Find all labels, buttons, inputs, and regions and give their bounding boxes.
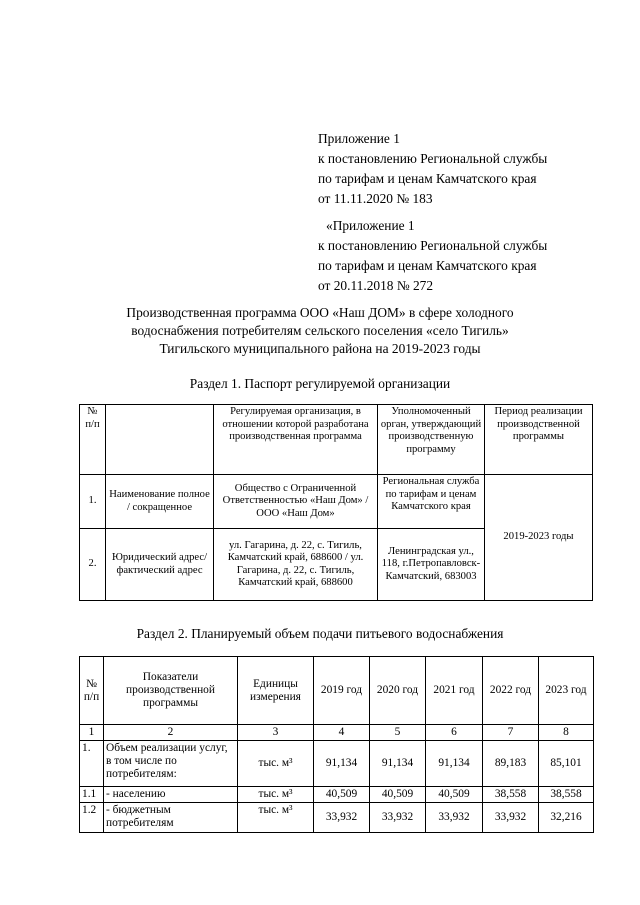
column-number: 4 <box>314 725 370 741</box>
value-cell: 33,932 <box>483 803 539 833</box>
value-cell: 38,558 <box>539 787 594 803</box>
header-cell: Регулируемая организация, в отношении которой разработана производственная программа <box>214 405 378 475</box>
column-number: 1 <box>80 725 104 741</box>
value-cell: 33,932 <box>370 803 426 833</box>
header-cell: Единицы измерения <box>238 657 314 725</box>
indicator-label: - бюджетным потребителям <box>104 803 238 833</box>
table-row <box>80 741 594 787</box>
value-cell: 91,134 <box>370 741 426 787</box>
appendix-line: по тарифам и ценам Камчатского края <box>318 171 537 186</box>
column-number-row <box>80 725 594 741</box>
value-cell: 85,101 <box>539 741 594 787</box>
value-cell: 89,183 <box>483 741 539 787</box>
value-cell: 33,932 <box>314 803 370 833</box>
year-header: 2023 год <box>539 657 594 725</box>
column-number: 6 <box>426 725 483 741</box>
value-cell: 91,134 <box>314 741 370 787</box>
appendix-header-original <box>318 216 547 296</box>
appendix-line: к постановлению Региональной службы <box>318 151 548 166</box>
appendix-header-current <box>318 129 547 209</box>
table-header-row <box>80 405 593 475</box>
organization-passport-table <box>79 404 593 601</box>
table-header-row <box>80 657 594 725</box>
column-number: 5 <box>370 725 426 741</box>
appendix-line: по тарифам и ценам Камчатского края <box>318 258 537 273</box>
year-header: 2022 год <box>483 657 539 725</box>
section-2-title: Раздел 2. Планируемый объем подачи питьевого водоснабжения <box>136 626 504 641</box>
unit-cell <box>238 741 314 787</box>
value-cell: 40,509 <box>426 787 483 803</box>
unit-label: тыс. м³ <box>258 757 293 769</box>
appendix-line: от 11.11.2020 № 183 <box>318 191 433 206</box>
program-title-line: Тигильского муниципального района на 2019-2023 годы <box>159 341 481 356</box>
appendix-line: «Приложение 1 <box>326 218 415 233</box>
year-header: 2020 год <box>370 657 426 725</box>
value-cell: 91,134 <box>426 741 483 787</box>
appendix-line: от 20.11.2018 № 272 <box>318 278 434 293</box>
table-row <box>80 475 593 529</box>
org-value: Общество с Ограниченной Ответственностью «Наш Дом» / ООО «Наш Дом» <box>214 475 378 529</box>
header-cell: Уполномоченный орган, утверждающий производственную программу <box>378 405 485 475</box>
unit-label: тыс. м³ <box>258 804 293 816</box>
header-cell: Показатели производственной программы <box>104 657 238 725</box>
column-number: 2 <box>104 725 238 741</box>
indicator-label: - населению <box>104 787 238 803</box>
row-number: 1.2 <box>80 803 104 833</box>
supply-volume-table <box>79 656 594 833</box>
row-label: Наименование полное / сокращенное <box>106 475 214 529</box>
column-number: 7 <box>483 725 539 741</box>
table-row <box>80 803 594 833</box>
value-cell: 40,509 <box>370 787 426 803</box>
header-cell: Период реализации производственной программы <box>485 405 593 475</box>
row-number: 1. <box>80 741 104 787</box>
row-number: 1.1 <box>80 787 104 803</box>
row-number: 1. <box>80 475 106 529</box>
indicator-label: Объем реализации услуг, в том числе по потребителям: <box>104 741 238 787</box>
unit-label: тыс. м³ <box>258 788 293 800</box>
program-title-line: Производственная программа ООО «Наш ДОМ» в сфере холодного <box>126 305 514 320</box>
header-cell-empty <box>106 405 214 475</box>
year-header: 2019 год <box>314 657 370 725</box>
program-title-line: водоснабжения потребителям сельского поселения «село Тигиль» <box>131 323 509 338</box>
header-cell: № п/п <box>80 657 104 725</box>
header-cell: № п/п <box>80 405 106 475</box>
unit-cell <box>238 803 314 833</box>
unit-cell <box>238 787 314 803</box>
value-cell: 38,558 <box>483 787 539 803</box>
row-label: Юридический адрес/фактический адрес <box>106 529 214 601</box>
value-cell: 33,932 <box>426 803 483 833</box>
authority-value: Региональная служба по тарифам и ценам Камчатского края <box>378 475 485 529</box>
column-number: 8 <box>539 725 594 741</box>
program-title <box>60 304 580 358</box>
appendix-line: к постановлению Региональной службы <box>318 238 548 253</box>
year-header: 2021 год <box>426 657 483 725</box>
row-number: 2. <box>80 529 106 601</box>
column-number: 3 <box>238 725 314 741</box>
table-row <box>80 787 594 803</box>
org-value: ул. Гагарина, д. 22, с. Тигиль, Камчатский край, 688600 / ул. Гагарина, д. 22, с. Тигиль, Камчатский край, 688600 <box>214 529 378 601</box>
authority-value: Ленинградская ул., 118, г.Петропавловск-Камчатский, 683003 <box>378 529 485 601</box>
value-cell: 40,509 <box>314 787 370 803</box>
period-value: 2019-2023 годы <box>485 475 593 601</box>
appendix-line: Приложение 1 <box>318 131 400 146</box>
section-1-title: Раздел 1. Паспорт регулируемой организации <box>189 376 451 391</box>
value-cell: 32,216 <box>539 803 594 833</box>
